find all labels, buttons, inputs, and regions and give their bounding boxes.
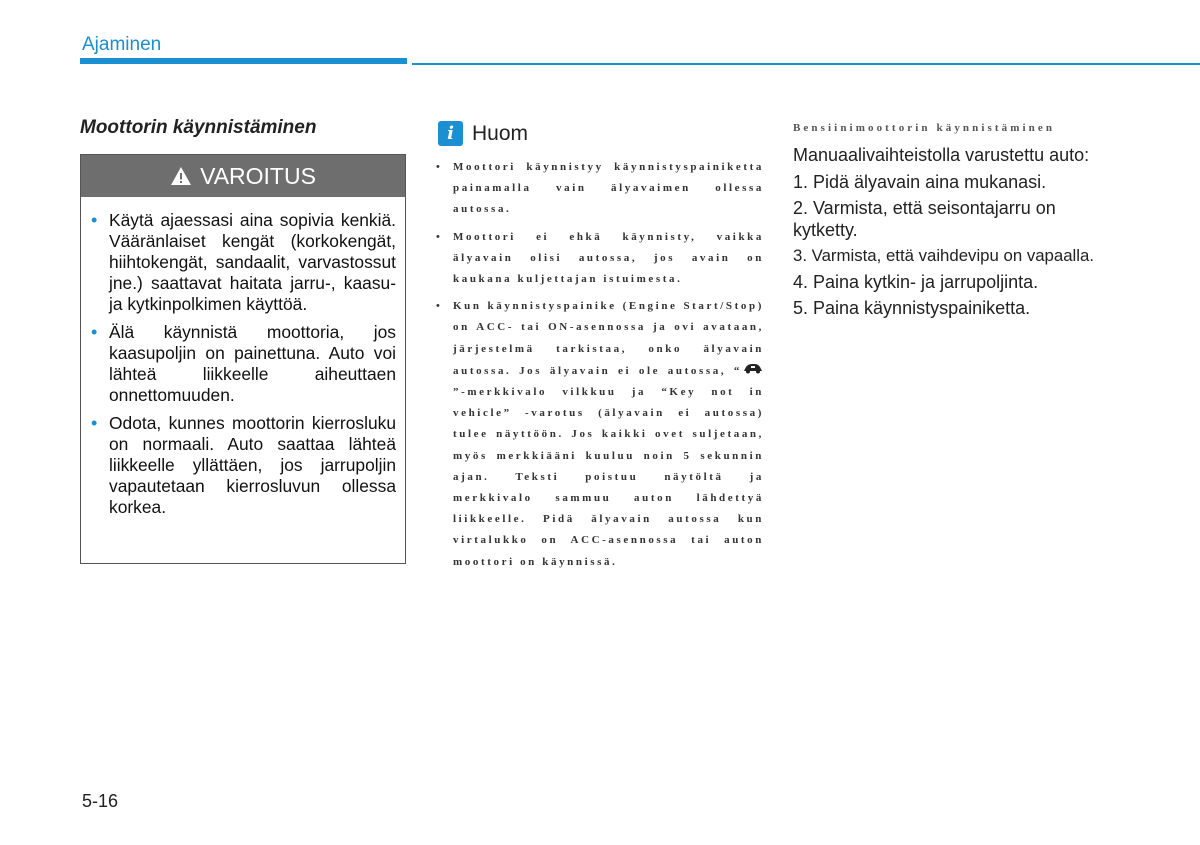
- note-list: [436, 157, 764, 579]
- petrol-intro: Manuaalivaihteistolla varustettu auto:: [793, 145, 1090, 165]
- header-rule-thick: [80, 58, 407, 64]
- note-item: • Moottori ei ehkä käynnisty, vaikka älyavain olisi autossa, jos avain on kaukana kuljettajan istuimesta.: [436, 227, 764, 291]
- warning-box: [80, 154, 406, 564]
- step-item: 3. Varmista, että vaihdevipu on vapaalla.: [793, 246, 1094, 265]
- warning-item: • Odota, kunnes moottorin kierrosluku on normaali. Auto saattaa lähteä liikkeelle yllättäen, jos jarrupoljin vapautetaan kierrosluvun ollessa korkea.: [91, 413, 396, 518]
- note-item: • Moottori käynnistyy käynnistyspainiketta painamalla vain älyavaimen ollessa autossa.: [436, 157, 764, 221]
- note-header: [438, 121, 528, 146]
- note-item-text-after: ”-merkkivalo vilkkuu ja “Key not in vehicle” -varotus (älyavain ei autossa) tulee näyttöön. Jos kaikki ovet suljetaan, myös merkkiääni kuuluu noin 5 sekunnin ajan. Teksti poistuu näytöltä ja merkkivalo sammuu auton lähdettyä liikkeelle. Pidä älyavain autossa kun virtalukko on ACC-asennossa tai auton moottori on käynnissä.: [453, 386, 764, 568]
- note-item: [436, 296, 764, 573]
- step-item: 5. Paina käynnistyspainiketta.: [793, 298, 1031, 318]
- warning-title: VAROITUS: [200, 162, 316, 189]
- warning-item: • Älä käynnistä moottoria, jos kaasupoljin on painettuna. Auto voi lähteä liikkeelle aiheuttaen onnettomuuden.: [91, 322, 396, 406]
- note-item-text-before: Kun käynnistyspainike (Engine Start/Stop) on ACC- tai ON-asennossa ja ovi avataan, järjestelmä tarkistaa, onko älyavain autossa. Jos älyavain ei ole autossa, “: [453, 300, 764, 377]
- warning-header: [81, 155, 405, 197]
- engine-start-heading: Moottorin käynnistäminen: [80, 117, 317, 138]
- step-item: 1. Pidä älyavain aina mukanasi.: [793, 172, 1047, 192]
- note-title: Huom: [472, 121, 529, 145]
- page-number: 5-16: [82, 791, 119, 811]
- warning-list: [91, 210, 396, 525]
- step-item: 4. Paina kytkin- ja jarrupoljintа.: [793, 272, 1039, 292]
- info-icon: i: [438, 121, 463, 146]
- step-item: 2. Varmista, että seisontajarru on kytketty.: [793, 198, 1056, 240]
- petrol-start-heading: Bensiinimoottorin käynnistäminen: [793, 122, 1056, 134]
- smart-key-warning-icon: [742, 360, 764, 381]
- petrol-steps: [793, 171, 1123, 323]
- warning-triangle-icon: [170, 166, 192, 186]
- header-rule-thin: [412, 63, 1200, 65]
- section-title: Ajaminen: [82, 34, 162, 55]
- warning-item: • Käytä ajaessasi aina sopivia kenkiä. Vääränlaiset kengät (korkokengät, hiihtokengät, sandaalit, varvastossut jne.) saattavat haitata jarru-, kaasu- ja kytkinpolkimen käyttöä.: [91, 210, 396, 315]
